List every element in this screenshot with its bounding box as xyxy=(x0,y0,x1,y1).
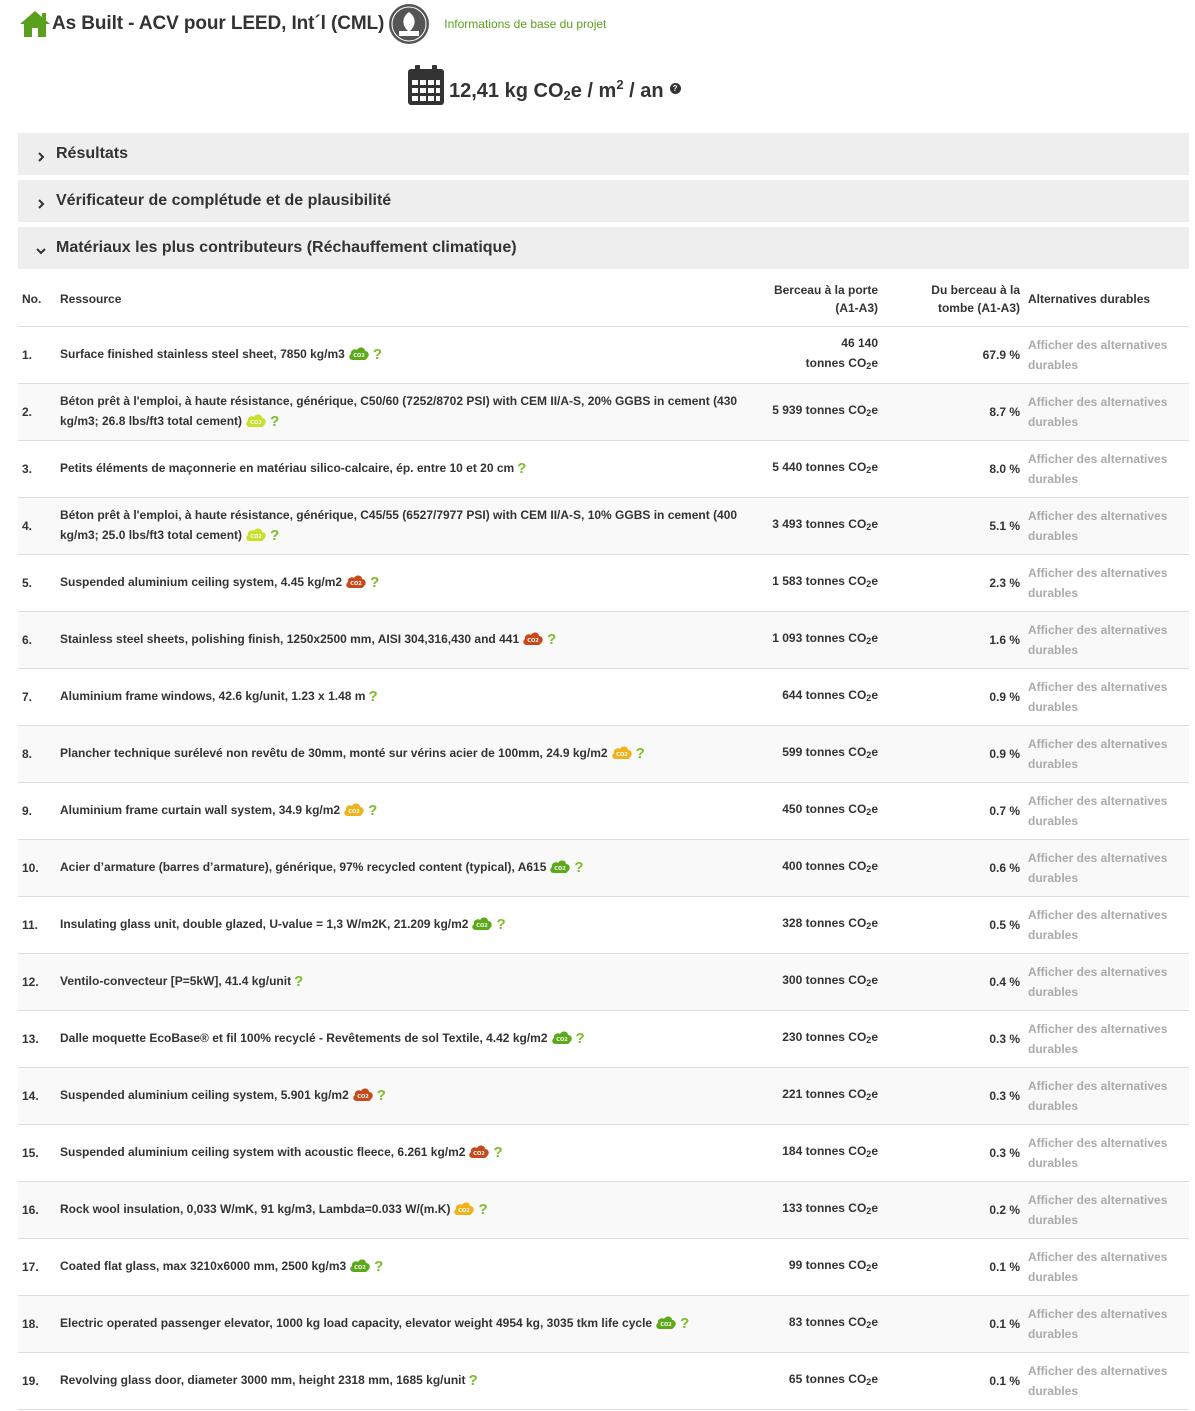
row-number: 2. xyxy=(18,383,56,440)
table-row xyxy=(18,326,1189,383)
cradle-to-gate-value: 5 440 tonnes $CO_2e$ xyxy=(746,440,882,497)
cradle-to-gate-value: 184 tonnes $CO_2e$ xyxy=(746,1124,882,1181)
help-icon[interactable]: ? xyxy=(517,460,527,477)
resource-name: Plancher technique surélevé non revêtu de 30mm, monté sur vérins acier de 100mm, 24.9 kg/m2 xyxy=(60,746,608,760)
cradle-to-gate-value: 5 939 tonnes $CO_2e$ xyxy=(746,383,882,440)
row-number: 11. xyxy=(18,896,56,953)
resource-cell xyxy=(56,1352,746,1409)
help-icon[interactable]: ? xyxy=(547,631,557,648)
home-icon[interactable] xyxy=(18,9,52,39)
resource-cell xyxy=(56,554,746,611)
table-row xyxy=(18,953,1189,1010)
table-row xyxy=(18,782,1189,839)
resource-name: Suspended aluminium ceiling system, 5.901 kg/m2 xyxy=(60,1088,349,1102)
chevron-right-icon xyxy=(36,149,46,159)
chevron-right-icon xyxy=(36,196,46,206)
show-alternatives-link[interactable]: Afficher des alternatives durables xyxy=(1028,1306,1168,1341)
co2-cloud-icon xyxy=(245,527,267,542)
row-number: 4. xyxy=(18,497,56,554)
resource-name: Béton prêt à l'emploi, à haute résistance, générique, C50/60 (7252/8702 PSI) with CEM II/A-S, 20% GGBS in cement (430 kg/m3; 26.8 lbs/ft3 total cement) xyxy=(60,394,738,428)
svg-text:CO2: CO2 xyxy=(354,1265,366,1271)
co2-cloud-icon xyxy=(471,916,493,931)
help-icon[interactable]: ? xyxy=(376,1087,386,1104)
show-alternatives-link[interactable]: Afficher des alternatives durables xyxy=(1028,1135,1168,1170)
cradle-to-gate-value: 83 tonnes $CO_2e$ xyxy=(746,1295,882,1352)
co2-cloud-icon xyxy=(655,1315,677,1330)
section-title: Matériaux les plus contributeurs (Réchauffement climatique) xyxy=(56,239,517,256)
alternatives-cell xyxy=(1024,839,1189,896)
help-icon[interactable]: ? xyxy=(680,1315,690,1332)
help-icon[interactable]: ? xyxy=(468,1372,478,1389)
help-icon[interactable]: ? xyxy=(270,527,280,544)
svg-text:CO2: CO2 xyxy=(473,1151,486,1157)
table-row xyxy=(18,1181,1189,1238)
show-alternatives-link[interactable]: Afficher des alternatives durables xyxy=(1028,964,1168,999)
row-number: 6. xyxy=(18,611,56,668)
co2-cloud-icon xyxy=(343,802,365,817)
header-cradle-to-gate: Berceau à la porte (A1-A3) xyxy=(746,272,882,326)
resource-cell xyxy=(56,668,746,725)
show-alternatives-link[interactable]: Afficher des alternatives durables xyxy=(1028,793,1168,828)
cradle-to-grave-share: 0.7 % xyxy=(882,782,1024,839)
row-number: 8. xyxy=(18,725,56,782)
cradle-to-grave-share: 67.9 % xyxy=(882,326,1024,383)
cradle-to-gate-value: 450 tonnes $CO_2e$ xyxy=(746,782,882,839)
alternatives-cell xyxy=(1024,1181,1189,1238)
svg-text:CO2: CO2 xyxy=(357,1094,369,1100)
kpi-value: 12,41 kg $CO_2e / m^2$ / an ? xyxy=(449,77,681,103)
help-icon[interactable]: ? xyxy=(370,574,380,591)
section-completeness-checker[interactable] xyxy=(18,180,1189,222)
help-icon[interactable]: ? xyxy=(496,916,506,933)
resource-name: Aluminium frame curtain wall system, 34.9 kg/m2 xyxy=(60,803,341,817)
resource-name: Surface finished stainless steel sheet, 7850 kg/m3 xyxy=(60,347,345,361)
alternatives-cell xyxy=(1024,953,1189,1010)
cradle-to-gate-value: 221 tonnes $CO_2e$ xyxy=(746,1067,882,1124)
project-title: As Built - ACV pour LEED, Int´l (CML) xyxy=(52,13,385,34)
svg-text:CO2: CO2 xyxy=(250,420,262,426)
row-number: 5. xyxy=(18,554,56,611)
help-icon[interactable]: ? xyxy=(575,1030,585,1047)
table-row xyxy=(18,896,1189,953)
table-row xyxy=(18,725,1189,782)
cradle-to-gate-value: 230 tonnes $CO_2e$ xyxy=(746,1010,882,1067)
help-icon[interactable]: ? xyxy=(493,1144,503,1161)
table-row xyxy=(18,668,1189,725)
alternatives-cell xyxy=(1024,782,1189,839)
kpi-help-icon[interactable]: ? xyxy=(670,83,681,94)
co2-cloud-icon xyxy=(453,1201,475,1216)
cradle-to-grave-share: 0.1 % xyxy=(882,1352,1024,1409)
alternatives-cell xyxy=(1024,554,1189,611)
help-icon[interactable]: ? xyxy=(374,1258,384,1275)
help-icon[interactable]: ? xyxy=(368,688,378,705)
cradle-to-gate-value: 644 tonnes $CO_2e$ xyxy=(746,668,882,725)
section-title: Vérificateur de complétude et de plausibilité xyxy=(56,192,392,209)
help-icon[interactable]: ? xyxy=(478,1201,488,1218)
resource-name: Electric operated passenger elevator, 1000 kg load capacity, elevator weight 4954 kg, 3035 tkm life cycle xyxy=(60,1316,653,1330)
help-icon[interactable]: ? xyxy=(635,745,645,762)
cradle-to-gate-value: 3 493 tonnes $CO_2e$ xyxy=(746,497,882,554)
co2-cloud-icon xyxy=(611,745,633,760)
alternatives-cell xyxy=(1024,668,1189,725)
show-alternatives-link[interactable]: Afficher des alternatives durables xyxy=(1028,1078,1168,1113)
resource-cell xyxy=(56,782,746,839)
show-alternatives-link[interactable]: Afficher des alternatives durables xyxy=(1028,1363,1168,1398)
resource-cell xyxy=(56,1238,746,1295)
resource-cell xyxy=(56,896,746,953)
resource-name: Ventilo-convecteur [P=5kW], 41.4 kg/unit xyxy=(60,974,292,988)
header-no: No. xyxy=(18,272,56,326)
section-top-materials[interactable] xyxy=(18,227,1189,269)
cradle-to-gate-value: 328 tonnes $CO_2e$ xyxy=(746,896,882,953)
table-row xyxy=(18,1352,1189,1409)
resource-cell xyxy=(56,1124,746,1181)
alternatives-cell xyxy=(1024,725,1189,782)
svg-text:CO2: CO2 xyxy=(458,1208,471,1214)
alternatives-cell xyxy=(1024,1124,1189,1181)
table-row xyxy=(18,554,1189,611)
cradle-to-grave-share: 0.6 % xyxy=(882,839,1024,896)
alternatives-cell xyxy=(1024,1238,1189,1295)
show-alternatives-link[interactable]: Afficher des alternatives durables xyxy=(1028,736,1168,771)
resource-cell xyxy=(56,611,746,668)
table-row xyxy=(18,497,1189,554)
svg-text:CO2: CO2 xyxy=(615,752,628,758)
header-resource: Ressource xyxy=(56,272,746,326)
row-number: 3. xyxy=(18,440,56,497)
help-icon[interactable]: ? xyxy=(368,802,378,819)
row-number: 12. xyxy=(18,953,56,1010)
row-number: 14. xyxy=(18,1067,56,1124)
row-number: 18. xyxy=(18,1295,56,1352)
resource-cell xyxy=(56,839,746,896)
row-number: 16. xyxy=(18,1181,56,1238)
resource-cell xyxy=(56,326,746,383)
table-row xyxy=(18,839,1189,896)
svg-text:CO2: CO2 xyxy=(476,923,489,929)
show-alternatives-link[interactable]: Afficher des alternatives durables xyxy=(1028,1192,1168,1227)
svg-text:CO2: CO2 xyxy=(554,866,567,872)
cradle-to-grave-share: 0.3 % xyxy=(882,1067,1024,1124)
cradle-to-gate-value: 1 093 tonnes $CO_2e$ xyxy=(746,611,882,668)
alternatives-cell xyxy=(1024,896,1189,953)
co2-cloud-icon xyxy=(245,413,267,428)
show-alternatives-link[interactable]: Afficher des alternatives durables xyxy=(1028,850,1168,885)
leed-seal-icon xyxy=(388,3,430,45)
cradle-to-gate-value: 133 tonnes $CO_2e$ xyxy=(746,1181,882,1238)
alternatives-cell xyxy=(1024,1067,1189,1124)
resource-name: Acier d’armature (barres d’armature), générique, 97% recycled content (typical), A615 xyxy=(60,860,547,874)
resource-name: Rock wool insulation, 0,033 W/mK, 91 kg/m3, Lambda=0.033 W/(m.K) xyxy=(60,1202,451,1216)
co2-cloud-icon xyxy=(349,1258,371,1273)
alternatives-cell xyxy=(1024,1010,1189,1067)
row-number: 15. xyxy=(18,1124,56,1181)
section-results[interactable] xyxy=(18,133,1189,175)
svg-text:CO2: CO2 xyxy=(350,581,362,587)
resource-cell xyxy=(56,725,746,782)
show-alternatives-link[interactable]: Afficher des alternatives durables xyxy=(1028,679,1168,714)
resource-cell xyxy=(56,1295,746,1352)
svg-text:CO2: CO2 xyxy=(527,638,539,644)
table-row xyxy=(18,611,1189,668)
table-row xyxy=(18,1124,1189,1181)
show-alternatives-link[interactable]: Afficher des alternatives durables xyxy=(1028,1021,1168,1056)
row-number: 17. xyxy=(18,1238,56,1295)
project-info-link[interactable]: Informations de base du projet xyxy=(444,17,607,31)
show-alternatives-link[interactable]: Afficher des alternatives durables xyxy=(1028,337,1168,372)
show-alternatives-link[interactable]: Afficher des alternatives durables xyxy=(1028,394,1168,429)
row-number: 10. xyxy=(18,839,56,896)
resource-cell xyxy=(56,440,746,497)
alternatives-cell xyxy=(1024,497,1189,554)
cradle-to-grave-share: 0.5 % xyxy=(882,896,1024,953)
svg-text:CO2: CO2 xyxy=(250,534,262,540)
show-alternatives-link[interactable]: Afficher des alternatives durables xyxy=(1028,508,1168,543)
alternatives-cell xyxy=(1024,440,1189,497)
svg-text:CO2: CO2 xyxy=(348,809,360,815)
svg-text:CO2: CO2 xyxy=(353,353,365,359)
help-icon[interactable]: ? xyxy=(574,859,584,876)
alternatives-cell xyxy=(1024,1295,1189,1352)
co2-cloud-icon xyxy=(551,1030,573,1045)
show-alternatives-link[interactable]: Afficher des alternatives durables xyxy=(1028,1249,1168,1284)
table-row xyxy=(18,1010,1189,1067)
co2-cloud-icon xyxy=(348,346,370,361)
cradle-to-gate-value: 46 140 tonnes $CO_2e$ xyxy=(746,326,882,383)
table-row xyxy=(18,1238,1189,1295)
resource-name: Béton prêt à l'emploi, à haute résistance, générique, C45/55 (6527/7977 PSI) with CEM II/A-S, 10% GGBS in cement (400 kg/m3; 25.0 lbs/ft3 total cement) xyxy=(60,508,738,542)
show-alternatives-link[interactable]: Afficher des alternatives durables xyxy=(1028,907,1168,942)
cradle-to-grave-share: 0.4 % xyxy=(882,953,1024,1010)
co2-cloud-icon xyxy=(549,859,571,874)
table-row xyxy=(18,383,1189,440)
help-icon[interactable]: ? xyxy=(270,413,280,430)
table-header-row xyxy=(18,272,1189,326)
cradle-to-gate-value: 400 tonnes $CO_2e$ xyxy=(746,839,882,896)
resource-name: Stainless steel sheets, polishing finish, 1250x2500 mm, AISI 304,316,430 and 441 xyxy=(60,632,520,646)
cradle-to-grave-share: 1.6 % xyxy=(882,611,1024,668)
chevron-down-icon xyxy=(36,243,46,253)
resource-name: Dalle moquette EcoBase® et fil 100% recyclé - Revêtements de sol Textile, 4.42 kg/m2 xyxy=(60,1031,548,1045)
row-number: 13. xyxy=(18,1010,56,1067)
materials-table xyxy=(18,272,1189,1410)
resource-name: Aluminium frame windows, 42.6 kg/unit, 1.23 x 1.48 m xyxy=(60,689,366,703)
cradle-to-grave-share: 0.2 % xyxy=(882,1181,1024,1238)
cradle-to-grave-share: 0.1 % xyxy=(882,1295,1024,1352)
cradle-to-grave-share: 8.7 % xyxy=(882,383,1024,440)
co2-cloud-icon xyxy=(468,1144,490,1159)
cradle-to-gate-value: 300 tonnes $CO_2e$ xyxy=(746,953,882,1010)
resource-cell xyxy=(56,1010,746,1067)
resource-cell xyxy=(56,1067,746,1124)
table-row xyxy=(18,440,1189,497)
resource-cell xyxy=(56,1181,746,1238)
help-icon[interactable]: ? xyxy=(372,346,382,363)
cradle-to-grave-share: 2.3 % xyxy=(882,554,1024,611)
table-row xyxy=(18,1067,1189,1124)
resource-name: Suspended aluminium ceiling system, 4.45 kg/m2 xyxy=(60,575,343,589)
resource-cell xyxy=(56,953,746,1010)
show-alternatives-link[interactable]: Afficher des alternatives durables xyxy=(1028,451,1168,486)
table-row xyxy=(18,1295,1189,1352)
show-alternatives-link[interactable]: Afficher des alternatives durables xyxy=(1028,622,1168,657)
cradle-to-gate-value: 99 tonnes $CO_2e$ xyxy=(746,1238,882,1295)
cradle-to-gate-value: 1 583 tonnes $CO_2e$ xyxy=(746,554,882,611)
co2-cloud-icon xyxy=(522,631,544,646)
resource-name: Suspended aluminium ceiling system with acoustic fleece, 6.261 kg/m2 xyxy=(60,1145,466,1159)
cradle-to-grave-share: 0.9 % xyxy=(882,668,1024,725)
kpi-summary xyxy=(408,64,681,106)
svg-text:CO2: CO2 xyxy=(555,1037,568,1043)
page-header xyxy=(18,4,606,44)
cradle-to-grave-share: 5.1 % xyxy=(882,497,1024,554)
svg-text:CO2: CO2 xyxy=(660,1322,672,1328)
help-icon[interactable]: ? xyxy=(294,973,304,990)
alternatives-cell xyxy=(1024,611,1189,668)
resource-name: Coated flat glass, max 3210x6000 mm, 2500 kg/m3 xyxy=(60,1259,347,1273)
resource-name: Insulating glass unit, double glazed, U-value = 1,3 W/m2K, 21.209 kg/m2 xyxy=(60,917,469,931)
row-number: 9. xyxy=(18,782,56,839)
show-alternatives-link[interactable]: Afficher des alternatives durables xyxy=(1028,565,1168,600)
header-cradle-to-grave: Du berceau à la tombe (A1-A3) xyxy=(882,272,1024,326)
row-number: 7. xyxy=(18,668,56,725)
cradle-to-grave-share: 0.9 % xyxy=(882,725,1024,782)
calendar-icon xyxy=(408,65,444,105)
cradle-to-grave-share: 8.0 % xyxy=(882,440,1024,497)
resource-name: Petits éléments de maçonnerie en matériau silico-calcaire, ép. entre 10 et 20 cm xyxy=(60,461,515,475)
row-number: 1. xyxy=(18,326,56,383)
resource-name: Revolving glass door, diameter 3000 mm, height 2318 mm, 1685 kg/unit xyxy=(60,1373,466,1387)
resource-cell xyxy=(56,497,746,554)
alternatives-cell xyxy=(1024,383,1189,440)
co2-cloud-icon xyxy=(345,574,367,589)
section-title: Résultats xyxy=(56,145,129,162)
co2-cloud-icon xyxy=(352,1087,374,1102)
row-number: 19. xyxy=(18,1352,56,1409)
resource-cell xyxy=(56,383,746,440)
cradle-to-gate-value: 599 tonnes $CO_2e$ xyxy=(746,725,882,782)
alternatives-cell xyxy=(1024,1352,1189,1409)
cradle-to-gate-value: 65 tonnes $CO_2e$ xyxy=(746,1352,882,1409)
alternatives-cell xyxy=(1024,326,1189,383)
cradle-to-grave-share: 0.3 % xyxy=(882,1124,1024,1181)
header-alternatives: Alternatives durables xyxy=(1024,272,1189,326)
cradle-to-grave-share: 0.3 % xyxy=(882,1010,1024,1067)
cradle-to-grave-share: 0.1 % xyxy=(882,1238,1024,1295)
